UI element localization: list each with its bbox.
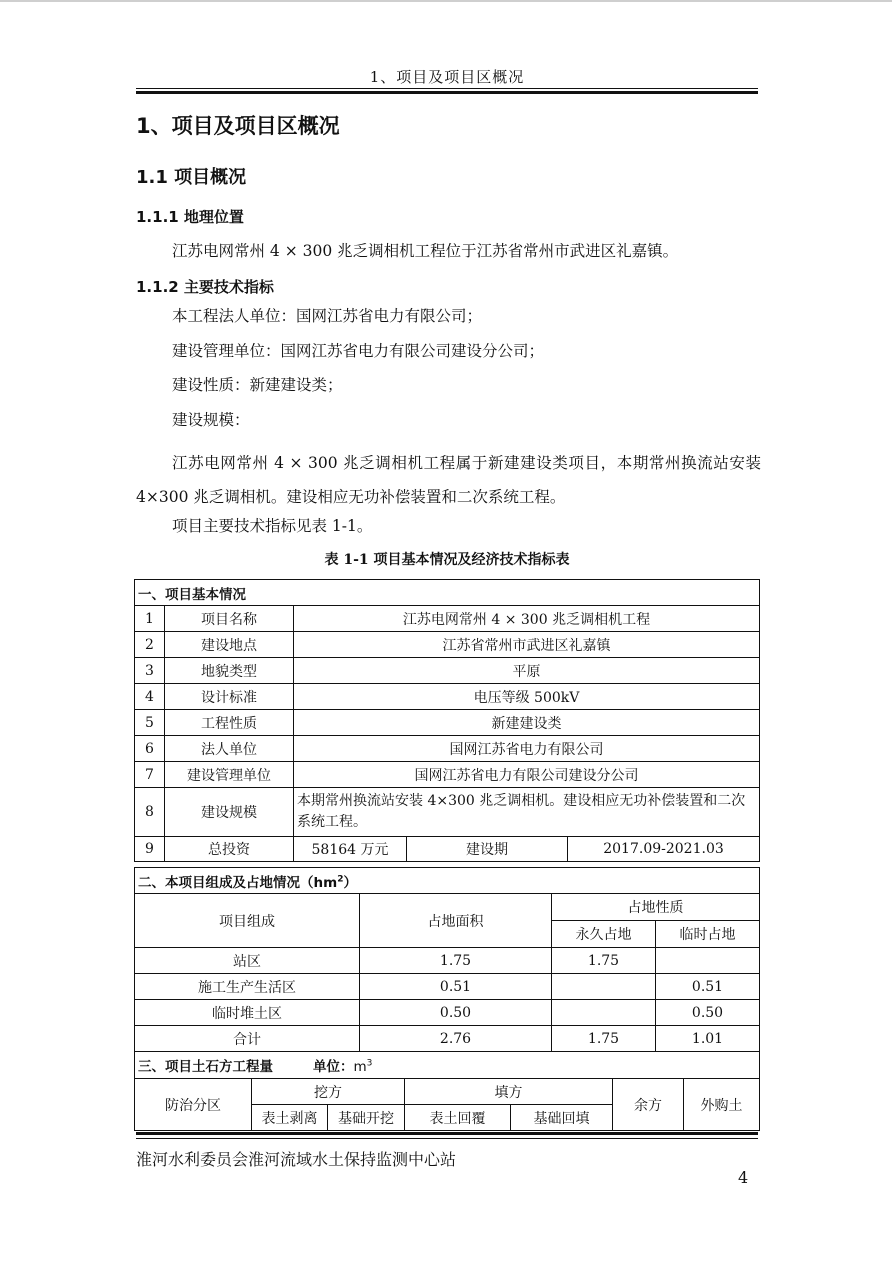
header-permanent: 永久占地 — [552, 921, 656, 948]
management-unit-line: 建设管理单位：国网江苏省电力有限公司建设分公司； — [172, 342, 545, 360]
subsection-heading-location: 1.1.1 地理位置 — [136, 208, 244, 226]
earthwork-table — [134, 1051, 760, 1131]
row-value: 平原 — [294, 658, 760, 684]
page-top-edge — [0, 0, 892, 2]
header-rule-thin — [136, 88, 758, 89]
row-label: 地貌类型 — [165, 658, 294, 684]
table-row — [135, 1026, 760, 1052]
row-no: 4 — [135, 684, 165, 710]
table-row — [135, 1000, 760, 1026]
chapter-heading: 1、项目及项目区概况 — [136, 114, 340, 138]
zone-permanent: 1.75 — [552, 1026, 656, 1052]
row-label: 项目名称 — [165, 606, 294, 632]
header-rule-thick — [136, 91, 758, 94]
zone-temporary: 0.50 — [656, 1000, 760, 1026]
row-value: 国网江苏省电力有限公司建设分公司 — [294, 762, 760, 788]
row-label: 建设管理单位 — [165, 762, 294, 788]
row-value: 江苏电网常州 4 × 300 兆乏调相机工程 — [294, 606, 760, 632]
row-no: 7 — [135, 762, 165, 788]
period-label: 建设期 — [407, 837, 568, 862]
row-no: 5 — [135, 710, 165, 736]
zone-name: 站区 — [135, 948, 360, 974]
table-reference-line: 项目主要技术指标见表 1-1。 — [172, 517, 373, 535]
scale-label-line: 建设规模： — [172, 411, 250, 429]
investment-value: 58164 万元 — [294, 837, 407, 862]
zone-area: 1.75 — [360, 948, 552, 974]
row-no: 3 — [135, 658, 165, 684]
table-row — [135, 710, 760, 736]
zone-area: 0.51 — [360, 974, 552, 1000]
row-no: 1 — [135, 606, 165, 632]
table-row — [135, 837, 760, 862]
row-label: 工程性质 — [165, 710, 294, 736]
zone-permanent: 1.75 — [552, 948, 656, 974]
row-label: 总投资 — [165, 837, 294, 862]
table-row — [135, 606, 760, 632]
header-foundation-dig: 基础开挖 — [328, 1105, 405, 1131]
header-excavation: 挖方 — [252, 1079, 405, 1105]
row-no: 2 — [135, 632, 165, 658]
header-topsoil-cover: 表土回覆 — [405, 1105, 511, 1131]
table-row — [135, 684, 760, 710]
row-label: 建设地点 — [165, 632, 294, 658]
land-use-table — [134, 867, 760, 1052]
zone-name: 施工生产生活区 — [135, 974, 360, 1000]
row-value: 国网江苏省电力有限公司 — [294, 736, 760, 762]
period-value: 2017.09-2021.03 — [568, 837, 760, 862]
section1-title: 一、项目基本情况 — [135, 580, 760, 606]
header-nature: 占地性质 — [552, 894, 760, 921]
header-purchased: 外购土 — [684, 1079, 760, 1131]
basic-info-table — [134, 579, 760, 862]
section2-title: 二、本项目组成及占地情况$(hm^2)$ — [135, 868, 760, 894]
subsection-heading-indicators: 1.1.2 主要技术指标 — [136, 278, 274, 296]
location-paragraph: 江苏电网常州 4 × 300 兆乏调相机工程位于江苏省常州市武进区礼嘉镇。 — [172, 242, 679, 260]
section3-title: 三、项目土石方工程量 单位：$m^3$ — [135, 1052, 760, 1079]
legal-entity-line: 本工程法人单位：国网江苏省电力有限公司； — [172, 307, 483, 325]
header-surplus: 余方 — [613, 1079, 684, 1131]
row-no: 8 — [135, 788, 165, 837]
row-label: 建设规模 — [165, 788, 294, 837]
zone-permanent — [552, 974, 656, 1000]
footer-organization: 淮河水利委员会淮河流域水土保持监测中心站 — [136, 1150, 457, 1169]
table-row — [135, 948, 760, 974]
table-caption: 表 1-1 项目基本情况及经济技术指标表 — [324, 552, 570, 568]
header-topsoil-strip: 表土剥离 — [252, 1105, 328, 1131]
zone-temporary: 0.51 — [656, 974, 760, 1000]
header-zone: 防治分区 — [135, 1079, 252, 1131]
page-number: 4 — [738, 1168, 749, 1187]
section-heading: 1.1 项目概况 — [136, 167, 247, 188]
row-no: 6 — [135, 736, 165, 762]
row-value: 江苏省常州市武进区礼嘉镇 — [294, 632, 760, 658]
zone-permanent — [552, 1000, 656, 1026]
zone-temporary: 1.01 — [656, 1026, 760, 1052]
row-label: 设计标准 — [165, 684, 294, 710]
row-no: 9 — [135, 837, 165, 862]
zone-area: 0.50 — [360, 1000, 552, 1026]
zone-temporary — [656, 948, 760, 974]
header-fill: 填方 — [405, 1079, 613, 1105]
nature-line: 建设性质：新建建设类； — [172, 376, 343, 394]
table-row — [135, 632, 760, 658]
header-composition: 项目组成 — [135, 894, 360, 948]
header-foundation-fill: 基础回填 — [511, 1105, 613, 1131]
row-value: 新建建设类 — [294, 710, 760, 736]
table-row — [135, 736, 760, 762]
header-area: 占地面积 — [360, 894, 552, 948]
row-value: 电压等级 500kV — [294, 684, 760, 710]
zone-name: 临时堆土区 — [135, 1000, 360, 1026]
scale-paragraph: 江苏电网常州 4 × 300 兆乏调相机工程属于新建建设类项目，本期常州换流站安装 4×300 兆乏调相机。建设相应无功补偿装置和二次系统工程。 — [136, 454, 761, 506]
zone-area: 2.76 — [360, 1026, 552, 1052]
table-row — [135, 974, 760, 1000]
row-value: 本期常州换流站安装 4×300 兆乏调相机。建设相应无功补偿装置和二次系统工程。 — [294, 788, 760, 837]
footer-rule-thick — [136, 1132, 758, 1135]
running-header: 1、项目及项目区概况 — [369, 68, 525, 86]
table-row — [135, 762, 760, 788]
row-label: 法人单位 — [165, 736, 294, 762]
table-row — [135, 658, 760, 684]
header-temporary: 临时占地 — [656, 921, 760, 948]
footer-rule-thin — [136, 1138, 758, 1139]
zone-name: 合计 — [135, 1026, 360, 1052]
table-row — [135, 788, 760, 837]
